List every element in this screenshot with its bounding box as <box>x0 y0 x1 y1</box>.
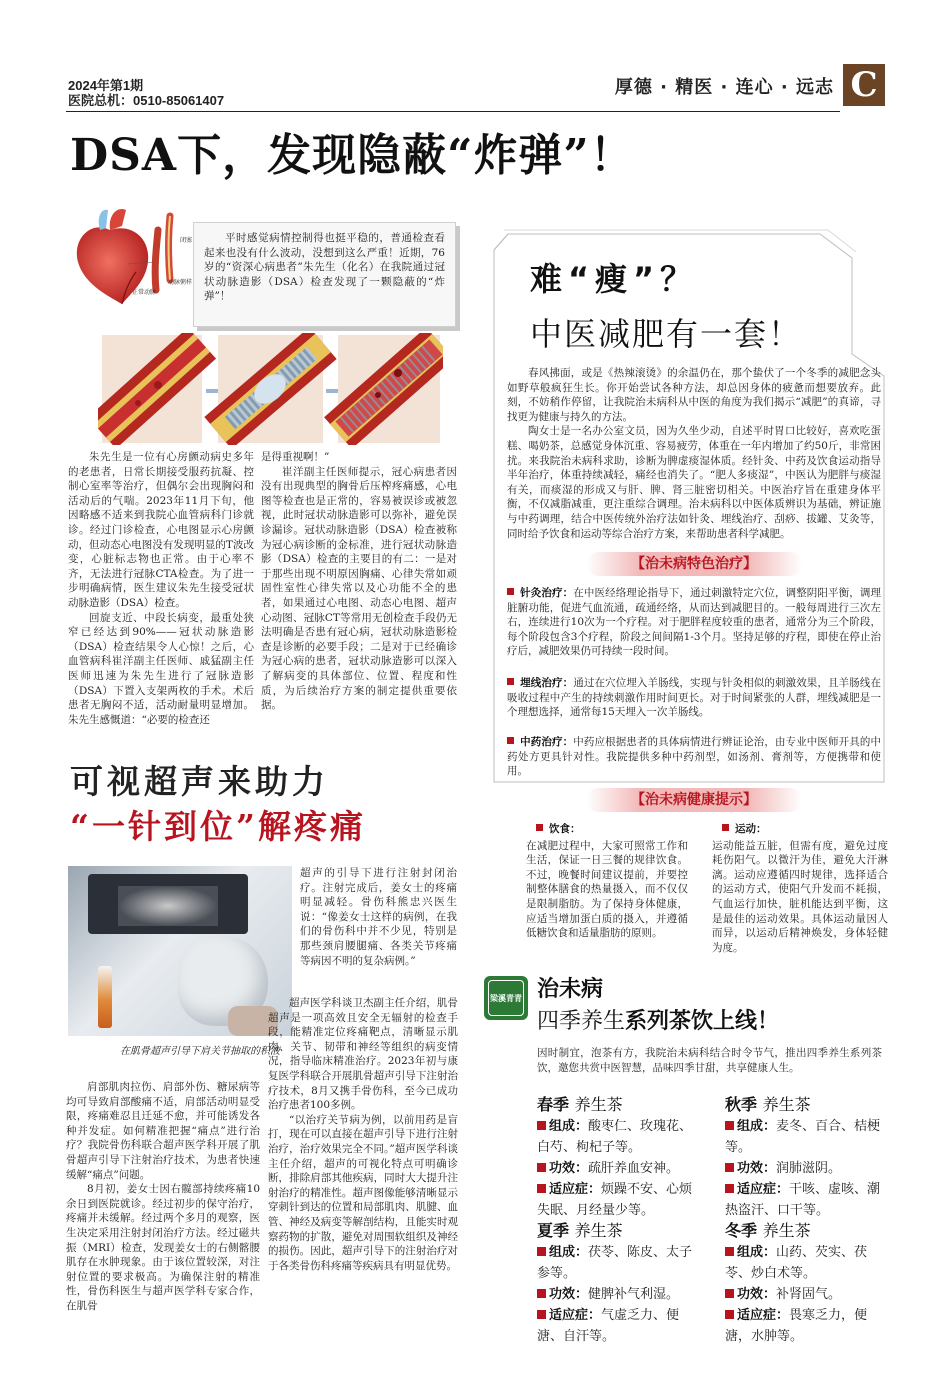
therapy-text: 通过在穴位埋入羊肠线，实现与针灸相似的刺激效果，且羊肠线在吸收过程中产生的持续刺激作用时间更长。对于时间紧张的人群，埋线减肥是一个理想选择，通常每15天埋入一次羊肠线。 <box>507 677 882 719</box>
therapy-catgut <box>507 676 881 720</box>
ultrasound-subheadline: “一针到位”解疼痛 <box>70 807 366 846</box>
therapy-acupuncture <box>507 586 881 659</box>
tea-ingredients: 山药、芡实、茯苓、炒白术等。 <box>725 1245 868 1281</box>
dsa-headline: DSA下，发现隐蔽“炸弹”！ <box>70 130 635 181</box>
tea-card-winter: 冬季 养生茶 组成：山药、芡实、茯苓、炒白术等。 功效：补肾固气。 适应症：畏寒乏力，便溏，水肿等。 <box>725 1221 868 1344</box>
tcm-subheadline: 中医减肥有一套！ <box>530 315 803 353</box>
bullet-icon <box>725 1121 734 1130</box>
stent-procedure-illustration <box>98 333 443 445</box>
bullet-icon <box>537 1163 546 1172</box>
bullet-icon <box>536 824 543 831</box>
tea-effect: 健脾补气利湿。 <box>588 1287 680 1302</box>
label-normal-artery: 正常动脉 <box>132 289 157 296</box>
tcm-intro <box>507 366 881 541</box>
tea-intro-text: 因时制宜，泡茶有方，我院治未病科结合时令节气，推出四季养生系列茶饮，邀您共赏中医智慧，品味四季甘甜，共享健康人生。 <box>537 1047 882 1074</box>
dsa-paragraph: 崔洋副主任医师提示，冠心病患者因没有出现典型的胸骨后压榨疼痛感，心电图等检查也是正常的，容易被误诊或被忽视，此时冠状动脉造影可以弥补，避免误诊漏诊。冠状动脉造影（DSA）检查被称为冠心病诊断的金标准，进行冠状动脉造影（DSA）检查的主要目的有二：一是对于那些出现不明原因胸痛、心律失常如顽固性室性心律失常以及心功能不全的患者，如果通过心电图、动态心电图、超声心动图、冠脉CT等常用无创检查手段仍无法明确是否患有冠心病，冠状动脉造影检查是诊断的必要手段；二是对于已经确诊为冠心病的患者，冠状动脉造影可以深入了解病变的具体部位、位置、程度和性质，为后续治疗方案的制定提供重要依据。 <box>261 465 457 712</box>
therapy-text: 中药应根据患者的具体病情进行辨证论治，由专业中医师开具的中药处方更具针对性。我院提供多种中药剂型，如汤剂、膏剂等，方便携带和使用。 <box>507 736 882 778</box>
season-name: 冬季 <box>725 1221 758 1240</box>
tip-text: 运动能益五脏，但需有度，避免过度耗伤阳气。以微汗为佳，避免大汗淋漓。运动应遵循四时规律，选择适合的运动方式，使阳气升发而不耗损，气血运行加快，脏机能达到平衡，这是最佳的运动效果。具体运动量因人而异，以运动后精神焕发，身体轻健为度。 <box>712 839 888 954</box>
dsa-column-1 <box>68 450 254 727</box>
season-suffix: 养生茶 <box>574 1221 623 1240</box>
ultrasound-column-right-top <box>300 866 457 968</box>
ultrasound-paragraph: “以治疗关节病为例，以前用药是盲打，现在可以直接在超声引导下进行注射治疗，治疗效果完全不同。”超声医学科谈主任介绍，超声的可视化特点可明确诊断，排除肩部其他疾病，同时大大提升注射治疗的精准性。超声图像能够清晰显示穿刺针到达的位置和局部肌肉、肌腱、血管、神经及病变等解剖结构，且能实时观察药物的扩散，避免对周围软组织及神经的损伤。因此，超声引导下的注射治疗对于各类骨伤科疼痛等疾病具有明显优势。 <box>268 1113 458 1272</box>
tip-exercise <box>712 822 888 955</box>
photo-caption: 在肌骨超声引导下肩关节抽取的积液 <box>120 1046 280 1057</box>
bullet-icon <box>725 1163 734 1172</box>
issue-number: 2024年第1期 <box>68 78 144 93</box>
bullet-icon <box>537 1121 546 1130</box>
tea-logo <box>484 976 528 1020</box>
tea-indication: 畏寒乏力，便溏，水肿等。 <box>725 1308 868 1344</box>
ultrasound-paragraph: 超声的引导下进行注射封闭治疗。注射完成后，姜女士的疼痛明显减轻。骨伤科熊忠兴医生说：“像姜女士这样的病例，在我们的骨伤科中并不少见，特别是那些颈肩腰腿痛、各类关节疼痛等病因不明的复杂病例。” <box>300 867 457 967</box>
bullet-icon <box>725 1289 734 1298</box>
tea-card-autumn: 秋季 养生茶 组成：麦冬、百合、桔梗等。 功效：润肺滋阴。 适应症：干咳、虚咳、潮热盗汗、口干等。 <box>725 1095 881 1218</box>
pill-health-tips: 【治未病健康提示】 <box>586 788 802 812</box>
artery-panel-3 <box>338 335 440 443</box>
tea-effect: 疏肝养血安神。 <box>588 1161 680 1176</box>
tcm-headline: 难“瘦”？ <box>530 260 699 298</box>
therapy-text: 在中医经络理论指导下，通过刺激特定穴位，调整阴阳平衡，调理脏腑功能，促进气血流通，疏通经络，从而达到减肥目的。一般每周进行三次左右，连续进行10次为一个疗程。对于肥胖程度较重的患者，通常分为三个阶段，每个阶段包含3个疗程，阶段之间间隔1-3个月。坚持足够的疗程，即使在停止治疗后，减肥效果仍可持续一段时间。 <box>507 587 882 658</box>
tea-indication: 干咳、虚咳、潮热盗汗、口干等。 <box>725 1182 881 1218</box>
tea-title: 治未病 <box>537 977 604 1002</box>
bullet-icon <box>725 1247 734 1256</box>
season-name: 春季 <box>537 1095 570 1114</box>
dsa-paragraph: 是得重视啊！” <box>261 451 330 463</box>
section-badge: C <box>843 64 885 106</box>
artery-panel-2 <box>218 335 323 443</box>
tcm-paragraph: 春风拂面，或是《热辣滚烫》的余温仍在，那个蛰伏了一个冬季的减肥念头如野草般疯狂生长。你开始尝试各种方法，却总因身体的疲惫而想要放弃。此刻，不妨稍作停留，让我院治未病科从中医的角度为我们揭示“减肥”的真谛，寻找更为健康与持久的方法。 <box>507 367 881 423</box>
tea-subtitle-bold: 系列茶饮上线！ <box>625 1009 780 1034</box>
tea-subtitle <box>537 1008 779 1036</box>
label-occlusion: 闭塞 <box>180 237 193 244</box>
bullet-icon <box>507 737 514 744</box>
dsa-column-2 <box>261 450 457 713</box>
ultrasound-headline: 可视超声来助力 <box>70 762 329 801</box>
bullet-icon <box>507 588 514 595</box>
season-suffix: 养生茶 <box>762 1095 811 1114</box>
tip-diet <box>526 822 688 941</box>
bullet-icon <box>537 1247 546 1256</box>
tea-ingredients: 酸枣仁、玫瑰花、白芍、枸杞子等。 <box>537 1119 693 1155</box>
tea-indication: 气虚乏力、便溏、自汗等。 <box>537 1308 680 1344</box>
label-atheroma: 动脉粥样 <box>168 279 193 286</box>
header-rule <box>66 111 840 112</box>
artery-panel-1 <box>102 335 202 443</box>
tea-effect: 润肺滋阴。 <box>776 1161 842 1176</box>
dsa-intro-text: 平时感觉病情控制得也挺平稳的，普通检查看起来也没有什么波动，没想到这么严重！近期，76岁的“资深心病患者”朱先生（化名）在我院通过冠状动脉造影（DSA）检查发现了一颗隐蔽的“炸弹”！ <box>204 232 445 303</box>
pill-special-therapy: 【治未病特色治疗】 <box>586 552 802 576</box>
tea-ingredients: 麦冬、百合、桔梗等。 <box>725 1119 881 1155</box>
heart-illustration <box>70 200 210 310</box>
tip-label: 饮食： <box>549 823 581 835</box>
tea-indication: 烦躁不安、心烦失眠、月经量少等。 <box>537 1182 693 1218</box>
therapy-label: 埋线治疗： <box>520 677 574 689</box>
tea-effect: 补肾固气。 <box>776 1287 842 1302</box>
ultrasound-photo <box>68 866 292 1036</box>
ultrasound-column-right <box>268 996 458 1273</box>
bullet-icon <box>722 824 729 831</box>
therapy-label: 针灸治疗： <box>520 587 574 599</box>
ultrasound-paragraph: 8月初，姜女士因右髋部持续疼痛10余日到医院就诊。经过初步的保守治疗，疼痛并未缓解。经过两个多月的观察，医生决定采用注射封闭治疗方法。经过磁共振（MRI）检查，发现姜女士的右侧髂腰肌存在水肿现象。由于该位置较深，对注射位置的要求极高。为确保注射的精准性，骨伤科医生与超声医学科专家合作，在肌骨 <box>66 1183 260 1312</box>
bullet-icon <box>537 1310 546 1319</box>
season-suffix: 养生茶 <box>762 1221 811 1240</box>
bullet-icon <box>537 1289 546 1298</box>
ultrasound-paragraph: 肩部肌肉拉伤、肩部外伤、糖尿病等均可导致肩部酸痛不适，肩部活动明显受限，疼痛难忍且迁延不愈，并可能诱发各种并发症。如何精准把握“痛点”进行治疗？我院骨伤科联合超声医学科开展了肌骨超声引导下注射治疗技术，为患者快速缓解“痛点”问题。 <box>66 1081 260 1181</box>
tip-label: 运动： <box>735 823 767 835</box>
ultrasound-paragraph: 超声医学科谈卫杰副主任介绍，肌骨超声是一项高效且安全无辐射的检查手段，能精准定位疼痛靶点，清晰显示肌肉、关节、韧带和神经等组织的病变情况，指导临床精准治疗。2023年初与康复医学科联合开展肌骨超声引导下注射治疗技术，8月又携手骨伤科，至今已成功治疗患者100多例。 <box>268 997 458 1112</box>
hospital-phone: 医院总机：0510-85061407 <box>68 93 225 108</box>
ultrasound-column-left <box>66 1080 260 1314</box>
bullet-icon <box>725 1310 734 1319</box>
tea-intro <box>537 1046 882 1076</box>
tea-logo-text: 梁溪青青 <box>488 980 524 1016</box>
therapy-herbal <box>507 735 881 779</box>
tea-subtitle-plain: 四季养生 <box>537 1009 626 1034</box>
tea-card-spring: 春季 养生茶 组成：酸枣仁、玫瑰花、白芍、枸杞子等。 功效：疏肝养血安神。 适应症：烦躁不安、心烦失眠、月经量少等。 <box>537 1095 693 1218</box>
therapy-label: 中药治疗： <box>520 736 574 748</box>
season-name: 秋季 <box>725 1095 758 1114</box>
dsa-paragraph: 朱先生是一位有心房颤动病史多年的老患者，日常长期接受服药抗凝、控制心室率等治疗，但偶尔会出现胸闷和活动后的气喘。2023年11月下旬，他因略感不适来到我院心血管病科门诊就诊。经过门诊检查，心电图显示心房颤动，但动态心电图没有发现明显的T波改变，心脏标志物也正常。由于心率不齐，无法进行冠脉CTA检查。为了进一步明确病情，医生建议朱先生接受冠状动脉造影（DSA）检查。 <box>68 451 254 609</box>
season-name: 夏季 <box>537 1221 570 1240</box>
tcm-paragraph: 陶女士是一名办公室文员，因为久坐少动，自述平时胃口比较好，喜欢吃蛋糕、喝奶茶，总感觉身体沉重、容易疲劳，体重在一年内增加了约50斤，非常困扰。来我院治未病科求助，诊断为脾虚痰湿体质。经针灸、中药及饮食运动指导半年治疗，体重持续减轻，痛经也消失了。“肥人多痰湿”，中医认为肥胖与痰湿有关，而痰湿的形成又与肝、脾、肾三脏密切相关。中医治疗旨在重建身体平衡，不仅减脂减重，更注重综合调理。治未病科以中医体质辨识为基础，辨证施与中药调理，结合中医传统外治疗法如针灸、埋线治疗、刮痧、拔罐、艾灸等，同时给予饮食和运动等综合治疗方案，来帮助患者科学减肥。 <box>507 425 881 540</box>
tea-ingredients: 茯苓、陈皮、太子参等。 <box>537 1245 693 1281</box>
bullet-icon <box>507 678 514 685</box>
tip-text: 在减肥过程中，大家可照常工作和生活，保证一日三餐的规律饮食。不过，晚餐时间建议提前，并要控制整体膳食的热量摄入，而不仅仅是限制脂肪。为了保持身体健康，应适当增加蛋白质的摄入，并遵循低糖饮食和适量脂肪的原则。 <box>526 839 688 940</box>
bullet-icon <box>537 1184 546 1193</box>
tea-card-summer: 夏季 养生茶 组成：茯苓、陈皮、太子参等。 功效：健脾补气利湿。 适应症：气虚乏力、便溏、自汗等。 <box>537 1221 693 1344</box>
slogan: 厚德 · 精医 · 连心 · 远志 <box>614 77 834 98</box>
dsa-paragraph: 回旋支近、中段长病变，最重处狭窄已经达到90%——冠状动脉造影（DSA）检查结果令人心惊！之后，心血管病科崔洋副主任医师、戚猛副主任医师迅速为朱先生进行了冠脉造影（DSA）下置入支架两枚的手术。术后患者无胸闷不适，活动耐量明显增加。朱先生感慨道：“必要的检查还 <box>68 611 254 726</box>
bullet-icon <box>725 1184 734 1193</box>
dsa-intro-box <box>193 222 456 327</box>
season-suffix: 养生茶 <box>574 1095 623 1114</box>
